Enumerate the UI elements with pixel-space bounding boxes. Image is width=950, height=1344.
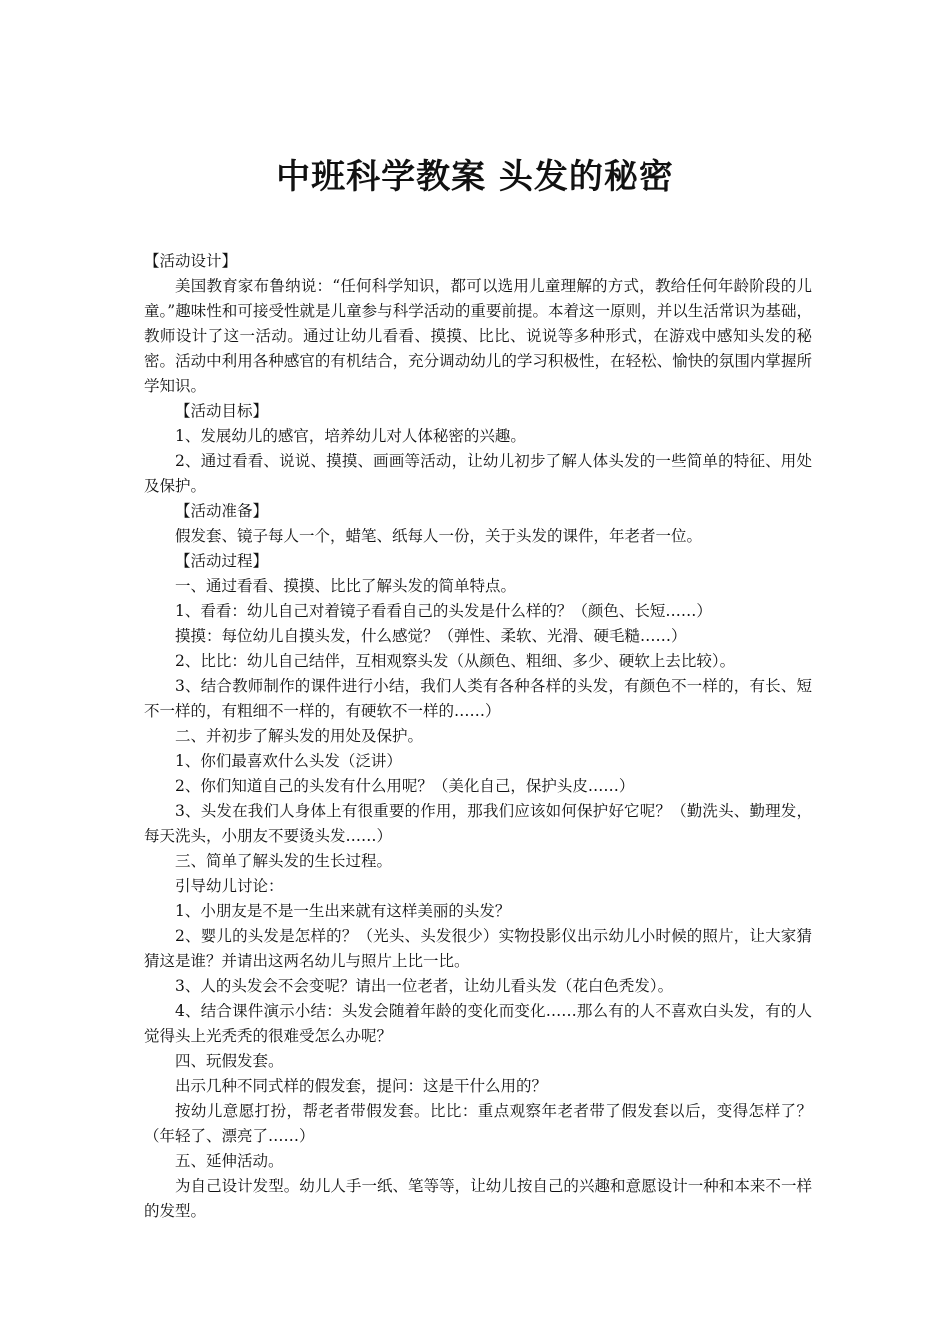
paragraph: 为自己设计发型。幼儿人手一纸、笔等等，让幼儿按自己的兴趣和意愿设计一种和本来不一样的发型。: [144, 1177, 812, 1220]
paragraph: 引导幼儿讨论：: [175, 877, 284, 895]
paragraph: 3、头发在我们人身体上有很重要的作用，那我们应该如何保护好它呢？（勤洗头、勤理发，每天洗头，小朋友不要烫头发……）: [144, 802, 812, 845]
document-title: 中班科学教案 头发的秘密: [276, 157, 674, 197]
paragraph: 摸摸：每位幼儿自摸头发，什么感觉？（弹性、柔软、光滑、硬毛糙……）: [175, 627, 687, 645]
paragraph: 3、结合教师制作的课件进行小结，我们人类有各种各样的头发，有颜色不一样的，有长、短不一样的，有粗细不一样的，有硬软不一样的……）: [144, 677, 812, 720]
paragraph: 三、简单了解头发的生长过程。: [175, 852, 393, 870]
paragraph: 四、玩假发套。: [175, 1052, 284, 1070]
paragraph: 1、看看：幼儿自己对着镜子看看自己的头发是什么样的？（颜色、长短……）: [175, 602, 712, 620]
paragraph: 2、比比：幼儿自己结伴，互相观察头发（从颜色、粗细、多少、硬软上去比较）。: [175, 652, 736, 670]
paragraph: 4、结合课件演示小结：头发会随着年龄的变化而变化……那么有的人不喜欢白头发，有的人觉得头上光秃秃的很难受怎么办呢？: [144, 1002, 812, 1045]
paragraph: 2、你们知道自己的头发有什么用呢？（美化自己，保护头皮……）: [175, 777, 635, 795]
section-heading-activity-process: 【活动过程】: [175, 552, 269, 570]
paragraph: 出示几种不同式样的假发套，提问：这是干什么用的？: [175, 1077, 548, 1095]
paragraph: 2、婴儿的头发是怎样的？（光头、头发很少）实物投影仪出示幼儿小时候的照片，让大家猜猜这是谁？并请出这两名幼儿与照片上比一比。: [144, 927, 812, 970]
section-heading-activity-preparation: 【活动准备】: [175, 502, 269, 520]
paragraph: 2、通过看看、说说、摸摸、画画等活动，让幼儿初步了解人体头发的一些简单的特征、用处及保护。: [144, 452, 812, 495]
paragraph: 假发套、镜子每人一个，蜡笔、纸每人一份，关于头发的课件，年老者一位。: [175, 527, 703, 545]
document-body: [144, 249, 812, 1224]
paragraph: 1、发展幼儿的感官，培养幼儿对人体秘密的兴趣。: [175, 427, 526, 445]
paragraph: 一、通过看看、摸摸、比比了解头发的简单特点。: [175, 577, 517, 595]
paragraph: 1、你们最喜欢什么头发（泛讲）: [175, 752, 402, 770]
section-heading-activity-design: 【活动设计】: [144, 252, 238, 270]
paragraph: 3、人的头发会不会变呢？请出一位老者，让幼儿看头发（花白色秃发）。: [175, 977, 674, 995]
paragraph: 按幼儿意愿打扮，帮老者带假发套。比比：重点观察年老者带了假发套以后，变得怎样了？（年轻了、漂亮了……）: [144, 1102, 812, 1145]
paragraph: 五、延伸活动。: [175, 1152, 284, 1170]
paragraph: 美国教育家布鲁纳说：“任何科学知识，都可以选用儿童理解的方式，教给任何年龄阶段的儿童。”趣味性和可接受性就是儿童参与科学活动的重要前提。本着这一原则，并以生活常识为基础，教师设计了这一活动。通过让幼儿看看、摸摸、比比、说说等多种形式，在游戏中感知头发的秘密。活动中利用各种感官的有机结合，充分调动幼儿的学习积极性，在轻松、愉快的氛围内掌握所学知识。: [144, 277, 812, 395]
paragraph: 1、小朋友是不是一生出来就有这样美丽的头发？: [175, 902, 511, 920]
paragraph: 二、并初步了解头发的用处及保护。: [175, 727, 424, 745]
section-heading-activity-goals: 【活动目标】: [175, 402, 269, 420]
